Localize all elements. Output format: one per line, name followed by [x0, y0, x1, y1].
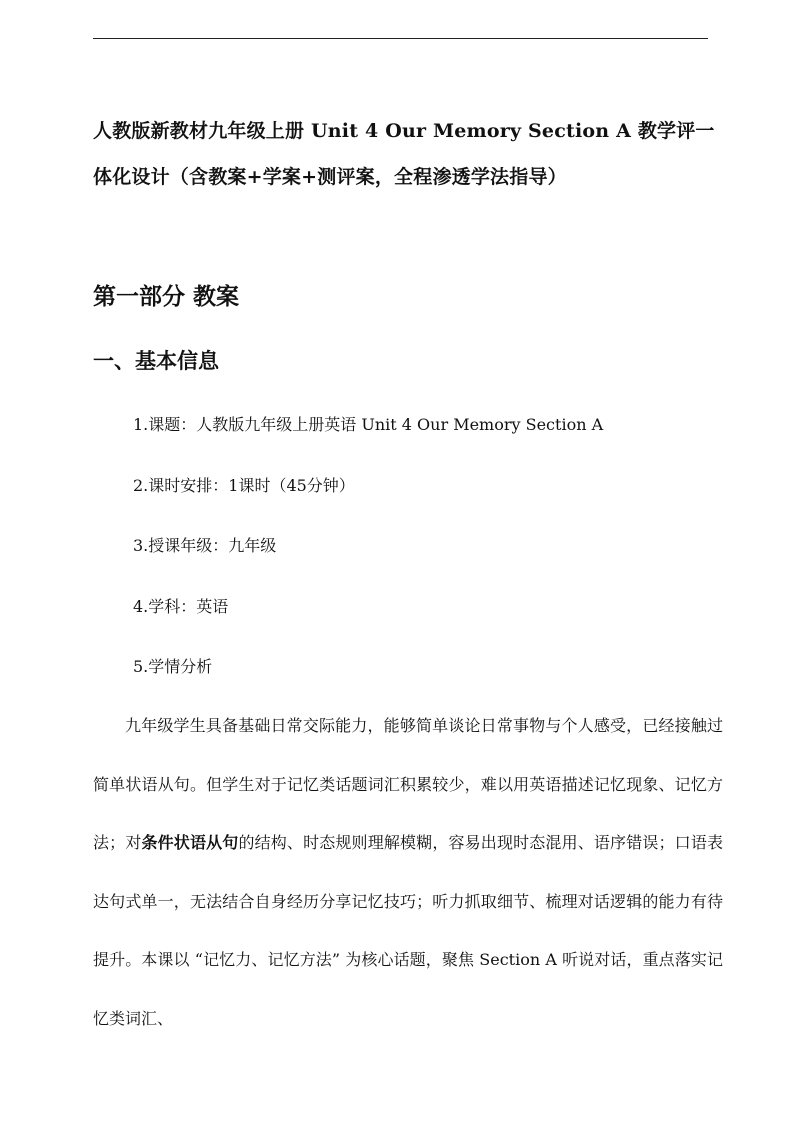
section-heading: 一、基本信息: [93, 348, 219, 373]
info-item-schedule: 2.课时安排：1课时（45分钟）: [133, 475, 355, 495]
analysis-text-part1: 九年级学生具备基础日常交际能力，能够简单谈论日常事物与个人感受，已经接触过简单状语从句。但学生对于记忆类话题词汇积累较少，难以用英语描述记忆现象、记忆方法；对: [93, 716, 723, 852]
info-item-learner-analysis: 5.学情分析: [133, 657, 213, 676]
info-item-subject: 4.学科：英语: [133, 596, 229, 616]
learner-analysis-paragraph: [93, 697, 723, 1048]
info-item-grade: 3.授课年级：九年级: [133, 536, 277, 555]
analysis-emphasis: 条件状语从句: [141, 833, 239, 852]
header-rule: [93, 38, 708, 39]
basic-info-list: [133, 405, 603, 708]
part-heading: 第一部分 教案: [93, 283, 240, 310]
info-item-topic: 1.课题：人教版九年级上册英语 Unit 4 Our Memory Section A: [133, 415, 604, 434]
analysis-text-part2: 的结构、时态规则理解模糊，容易出现时态混用、语序错误；口语表达句式单一，无法结合自身经历分享记忆技巧；听力抓取细节、梳理对话逻辑的能力有待提升。本课以 “记忆力、记忆方法” 为核心话题，聚焦 Section A 听说对话，重点落实记忆类词汇、: [93, 833, 723, 1028]
document-title: 人教版新教材九年级上册 Unit 4 Our Memory Section A 教学评一体化设计（含教案+学案+测评案，全程渗透学法指导）: [93, 120, 715, 188]
